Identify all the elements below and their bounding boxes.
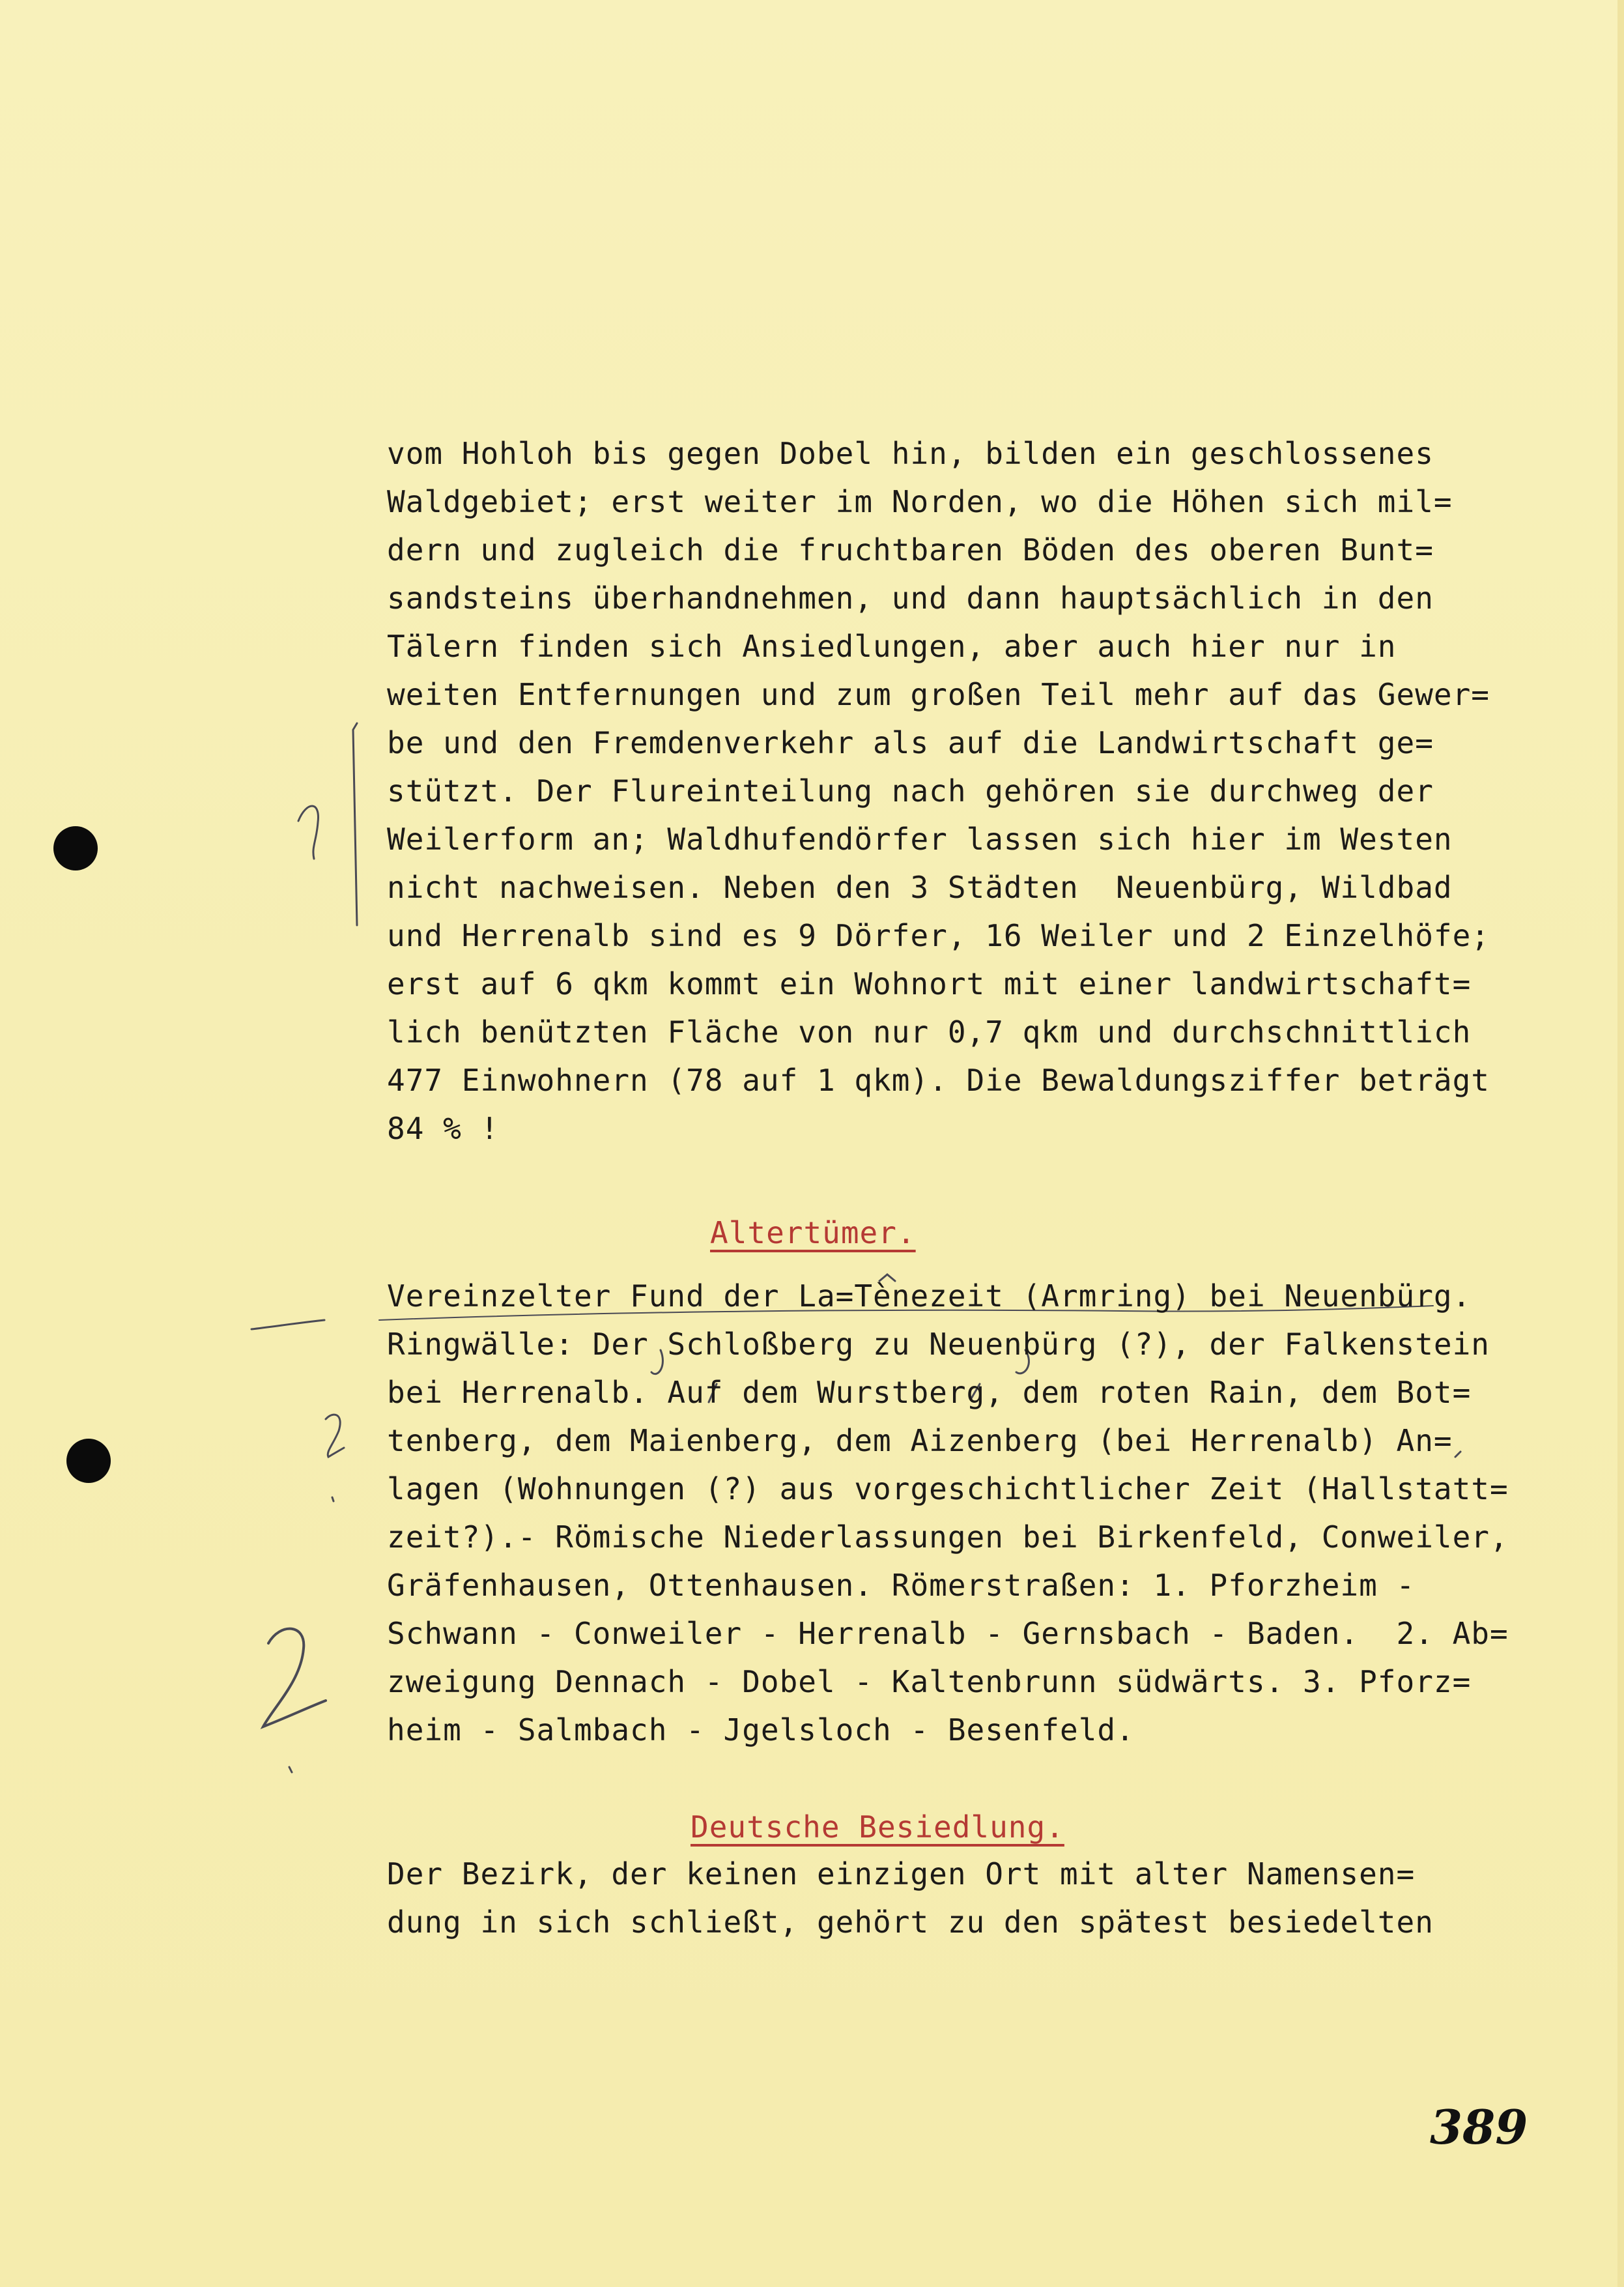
text-line: vom Hohloh bis gegen Dobel hin, bilden ein geschlossenes [387,436,1434,471]
text-line: bei Herrenalb. Auf dem Wurstberg, dem roten Rain, dem Bot= [387,1375,1472,1410]
text-line: und Herrenalb sind es 9 Dörfer, 16 Weiler und 2 Einzelhöfe; [387,918,1490,953]
text-line: zeit?).- Römische Niederlassungen bei Birkenfeld, Conweiler, [387,1519,1509,1555]
insert-mark-5 [1455,1452,1460,1457]
text-line: Vereinzelter Fund der La=Tènezeit (Armring) bei Neuenbürg. [387,1278,1472,1314]
text-line: Tälern finden sich Ansiedlungen, aber auch hier nur in [387,629,1397,664]
text-line: Weilerform an; Waldhufendörfer lassen sich hier im Westen [387,822,1453,857]
section-heading-deutsche-besiedlung: Deutsche Besiedlung. [691,1809,1064,1845]
section-heading-altertuemer: Altertümer. [710,1215,916,1250]
text-line: Gräfenhausen, Ottenhausen. Römerstraßen: 1. Pforzheim - [387,1568,1416,1603]
text-line: lich benützten Fläche von nur 0,7 qkm und durchschnittlich [387,1014,1472,1050]
text-line: nicht nachweisen. Neben den 3 Städten Neuenbürg, Wildbad [387,870,1453,905]
margin-pencil-mark-2 [326,1415,344,1457]
text-line: Ringwälle: Der Schloßberg zu Neuenbürg (?), der Falkenstein [387,1327,1490,1362]
margin-dash-mark [251,1320,324,1329]
text-line: stützt. Der Flureinteilung nach gehören sie durchweg der [387,773,1434,809]
text-line: weiten Entfernungen und zum großen Teil mehr auf das Gewer= [387,677,1490,712]
text-line: be und den Fremdenverkehr als auf die Landwirtschaft ge= [387,725,1434,760]
text-line: heim - Salmbach - Jgelsloch - Besenfeld. [387,1712,1135,1748]
text-line: dung in sich schließt, gehört zu den spätest besiedelten [387,1905,1434,1940]
text-line: 84 % ! [387,1111,500,1146]
margin-tick-mark-2 [289,1767,292,1772]
margin-pencil-mark-3 [263,1629,326,1727]
text-line: Waldgebiet; erst weiter im Norden, wo die Höhen sich mil= [387,484,1453,519]
margin-bracket-mark [353,723,357,925]
text-line: zweigung Dennach - Dobel - Kaltenbrunn südwärts. 3. Pforz= [387,1664,1472,1699]
text-line: dern und zugleich die fruchtbaren Böden des oberen Bunt= [387,532,1434,568]
text-line: sandsteins überhandnehmen, und dann hauptsächlich in den [387,581,1434,616]
text-line: erst auf 6 qkm kommt ein Wohnort mit einer landwirtschaft= [387,966,1472,1001]
text-line: Der Bezirk, der keinen einzigen Ort mit alter Namensen= [387,1856,1416,1891]
text-line: 477 Einwohnern (78 auf 1 qkm). Die Bewaldungsziffer beträgt [387,1063,1490,1098]
margin-tick-mark [332,1497,334,1501]
text-line: tenberg, dem Maienberg, dem Aizenberg (bei Herrenalb) An= [387,1423,1453,1458]
text-line: Schwann - Conweiler - Herrenalb - Gernsbach - Baden. 2. Ab= [387,1616,1509,1651]
margin-pencil-mark-1 [298,806,318,859]
text-line: lagen (Wohnungen (?) aus vorgeschichtlicher Zeit (Hallstatt= [387,1471,1509,1506]
page-number: 389 [1430,2099,1528,2155]
